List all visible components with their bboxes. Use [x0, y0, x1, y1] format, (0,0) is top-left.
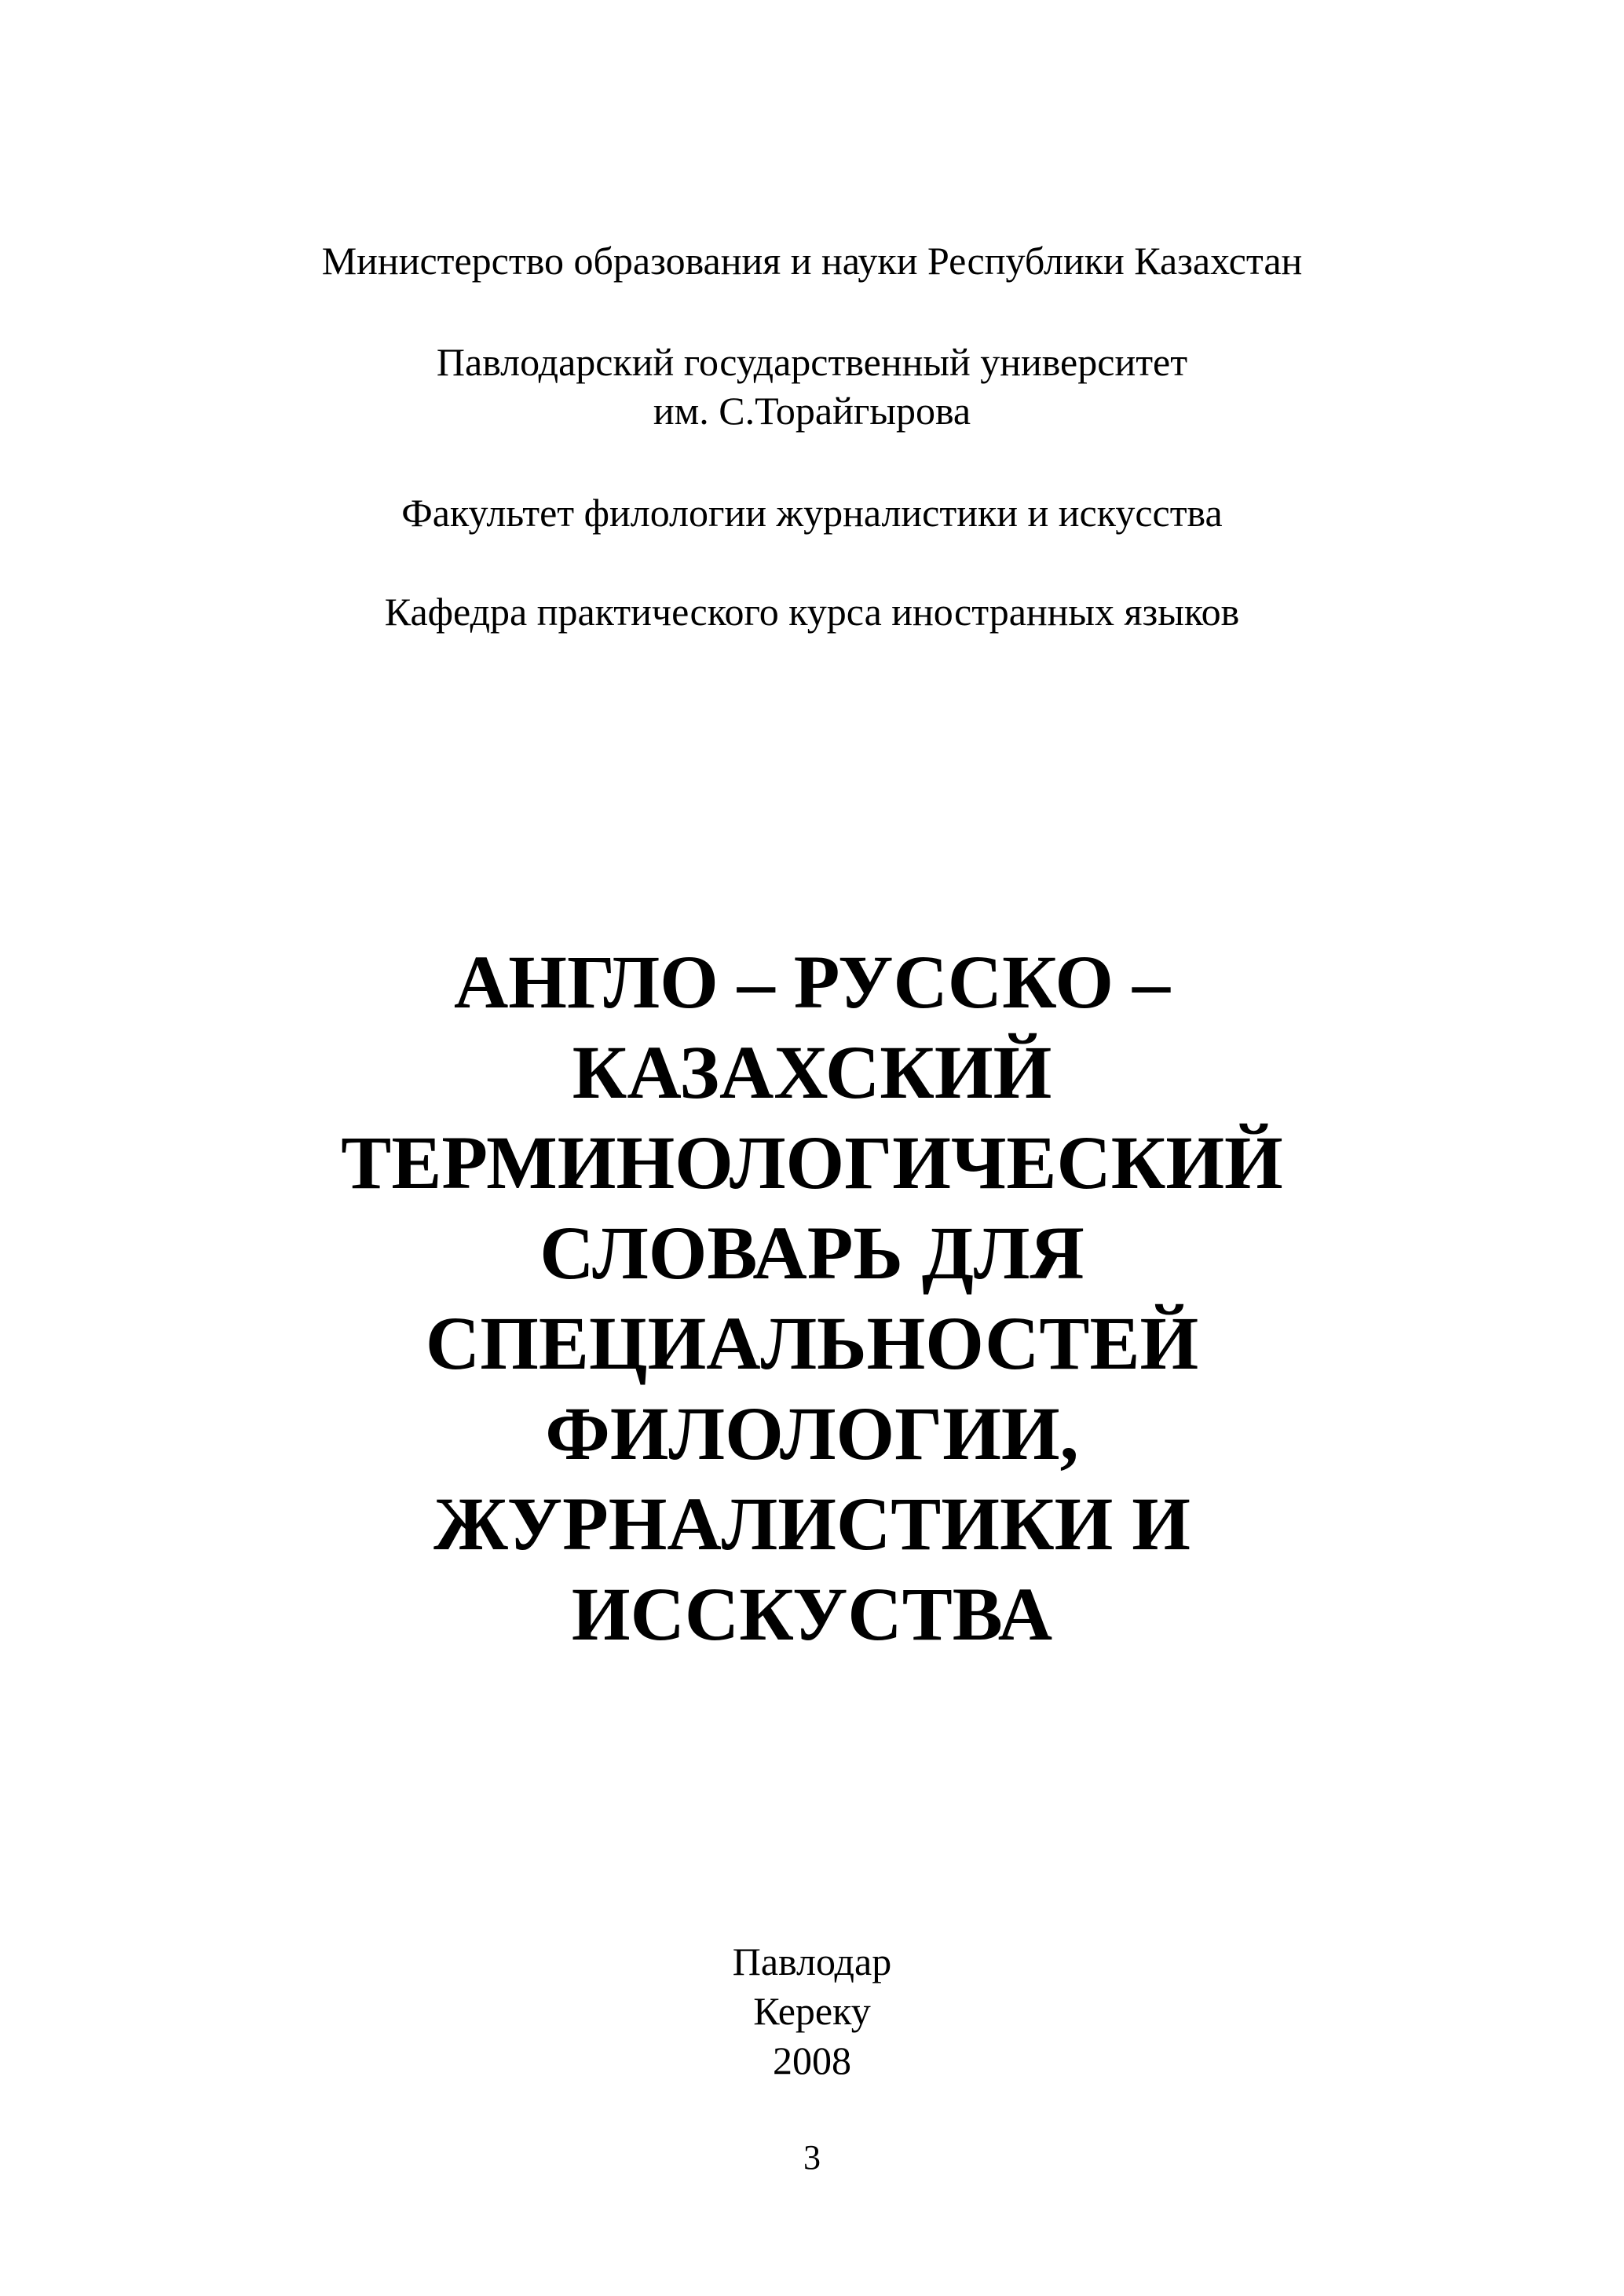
- imprint-city: Павлодар: [732, 1940, 892, 1983]
- university-named-after: им. С.Торайгырова: [653, 389, 971, 433]
- imprint-year: 2008: [773, 2038, 851, 2082]
- title-line: КАЗАХСКИЙ: [572, 1030, 1052, 1114]
- title-line: ИССКУСТВА: [571, 1572, 1053, 1656]
- page-number: 3: [803, 2138, 821, 2177]
- title-line: ЖУРНАЛИСТИКИ И: [433, 1482, 1191, 1566]
- title-line: АНГЛО – РУССКО –: [453, 940, 1171, 1024]
- department-name: Кафедра практического курса иностранных языков: [384, 590, 1240, 634]
- document-title: [0, 937, 1624, 1659]
- imprint-publisher: Кереку: [753, 1989, 871, 2033]
- title-line: СПЕЦИАЛЬНОСТЕЙ: [425, 1301, 1199, 1385]
- title-line: ТЕРМИНОЛОГИЧЕСКИЙ: [341, 1121, 1283, 1205]
- university-name: Павлодарский государственный университет: [436, 340, 1188, 384]
- faculty-name: Факультет филологии журналистики и искусства: [401, 491, 1223, 535]
- ministry-name: Министерство образования и науки Республики Казахстан: [321, 239, 1303, 283]
- title-line: СЛОВАРЬ ДЛЯ: [540, 1211, 1084, 1295]
- title-line: ФИЛОЛОГИИ,: [545, 1391, 1079, 1475]
